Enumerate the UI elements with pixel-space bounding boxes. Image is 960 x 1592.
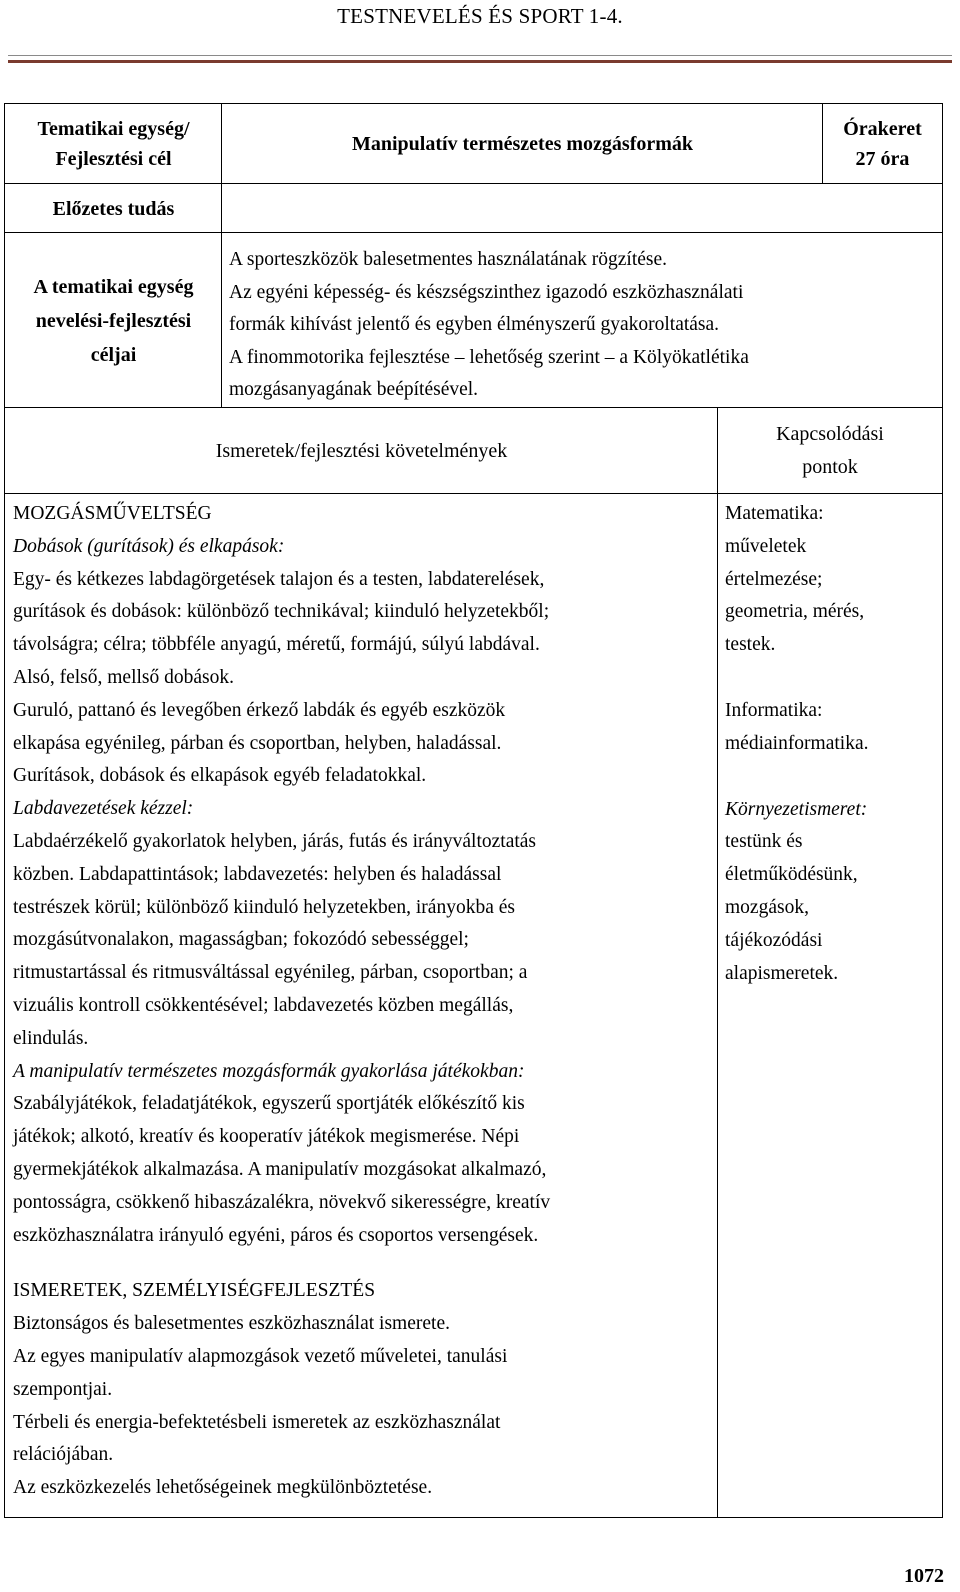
link-line: alapismeretek. [725,962,839,984]
link-line: értelmezése; [725,568,823,590]
link-line: mozgások, [725,896,809,918]
prior-knowledge-label: Előzetes tudás [52,197,175,220]
goals-line: A sporteszközök balesetmentes használatának rögzítése. [229,249,668,270]
goals-line: Az egyéni képesség- és készségszinthez igazodó eszközhasználati [229,281,744,303]
content-line: közben. Labdapattintások; labdavezetés: helyben és haladással [13,863,502,885]
content-line: szempontjai. [13,1378,113,1400]
content-line: gyermekjátékok alkalmazása. A manipulatív mozgásokat alkalmazó, [13,1158,547,1180]
content-line: Szabályjátékok, feladatjátékok, egyszerű sportjáték előkészítő kis [13,1093,525,1115]
content-line: Guruló, pattanó és levegőben érkező labdák és egyéb eszközök [13,699,506,721]
content-line: vizuális kontroll csökkentésével; labdavezetés közben megállás, [13,994,514,1016]
subsection-heading: A manipulatív természetes mozgásformák gyakorlása játékokban: [13,1060,525,1082]
link-line: műveletek [725,535,807,557]
content-line: ISMERETEK, SZEMÉLYISÉGFEJLESZTÉS [13,1280,376,1302]
content-line: Labdaérzékelő gyakorlatok helyben, járás, futás és irányváltoztatás [13,830,537,852]
content-line: pontosságra, csökkenő hibaszázalékra, növekvő sikerességre, kreatív [13,1191,551,1213]
hours-label: Órakeret [843,118,922,140]
content-line: Alsó, felső, mellső dobások. [13,666,234,688]
content-line: gurítások és dobások: különböző technikával; kiinduló helyzetekből; [13,601,550,623]
links-header-line: Kapcsolódási [776,423,884,445]
content-line: MOZGÁSMŰVELTSÉG [13,503,212,524]
environment-links [725,794,942,991]
links-header-line: pontok [802,456,858,478]
content-line: Gurítások, dobások és elkapások egyéb feladatokkal. [13,765,427,787]
header-divider-thick [8,60,952,63]
hours-cell [822,103,943,184]
content-line: távolságra; célra; többféle anyagú, méretű, formájú, súlyú labdával. [13,634,540,656]
goals-label-line: nevelési-fejlesztési [35,309,192,332]
link-line: testünk és [725,831,803,853]
thematic-unit-label-cell [4,103,222,184]
links-header-cell [717,407,943,494]
thematic-unit-label-line: Fejlesztési cél [55,148,172,170]
header-divider-thin [8,55,952,56]
requirements-content-cell [4,493,718,1518]
goals-label-line: A tematikai egység [33,275,194,298]
movement-literacy-section [13,498,718,1252]
goals-line: formák kihívást jelentő és egyben élményszerű gyakoroltatása. [229,314,720,335]
link-line: Matematika: [725,503,824,524]
hours-value: 27 óra [855,148,910,170]
content-line: Az egyes manipulatív alapmozgások vezető műveletei, tanulási [13,1345,508,1367]
content-line: Térbeli és energia-befektetésbeli ismeretek az eszközhasználat [13,1411,501,1433]
content-line: relációjában. [13,1444,114,1466]
link-line: életműködésünk, [725,864,858,886]
requirements-header: Ismeretek/fejlesztési követelmények [215,440,508,462]
math-links [725,498,942,662]
content-line: eszközhasználatra irányuló egyéni, páros és csoportos versengések. [13,1224,539,1246]
subsection-heading: Labdavezetések kézzel: [13,798,194,820]
content-line: Biztonságos és balesetmentes eszközhasználat ismerete. [13,1313,450,1335]
page-number: 1072 [904,1565,944,1587]
topic-title: Manipulatív természetes mozgásformák [351,133,694,155]
link-line: Informatika: [725,699,823,721]
content-line: Egy- és kétkezes labdagörgetések talajon és a testen, labdaterelések, [13,568,545,590]
link-line: tájékozódási [725,929,823,951]
content-line: elindulás. [13,1027,89,1049]
document-header-title: TESTNEVELÉS ÉS SPORT 1-4. [337,4,623,28]
content-line: elkapása egyénileg, párban és csoportban, helyben, haladással. [13,732,502,754]
prior-knowledge-value-cell [221,183,943,233]
topic-title-cell [221,103,823,184]
content-line: játékok; alkotó, kreatív és kooperatív játékok megismerése. Népi [13,1126,520,1148]
goals-content-cell [221,232,943,408]
links-content-cell [717,493,943,1518]
link-line: testek. [725,634,776,656]
content-line: ritmustartással és ritmusváltással egyénileg, párban, csoportban; a [13,962,528,984]
link-line-label: Környezetismeret: [725,798,868,820]
goals-line: A finommotorika fejlesztése – lehetőség szerint – a Kölyökatlétika [229,346,749,368]
knowledge-section [13,1275,718,1505]
link-line: médiainformatika. [725,732,869,754]
informatics-links [725,695,942,761]
goals-line: mozgásanyagának beépítésével. [229,379,479,400]
goals-label-line: céljai [90,343,137,366]
link-line: geometria, mérés, [725,601,865,623]
thematic-unit-label-line: Tematikai egység/ [37,118,190,140]
content-line: mozgásútvonalakon, magasságban; fokozódó sebességgel; [13,929,469,951]
subsection-heading: Dobások (gurítások) és elkapások: [13,535,285,557]
goals-label-cell [4,232,222,408]
prior-knowledge-label-cell [4,183,222,233]
content-line: Az eszközkezelés lehetőségeinek megkülönböztetése. [13,1477,433,1499]
content-line: testrészek körül; különböző kiinduló helyzetekben, irányokba és [13,896,515,918]
requirements-header-cell [4,407,718,494]
